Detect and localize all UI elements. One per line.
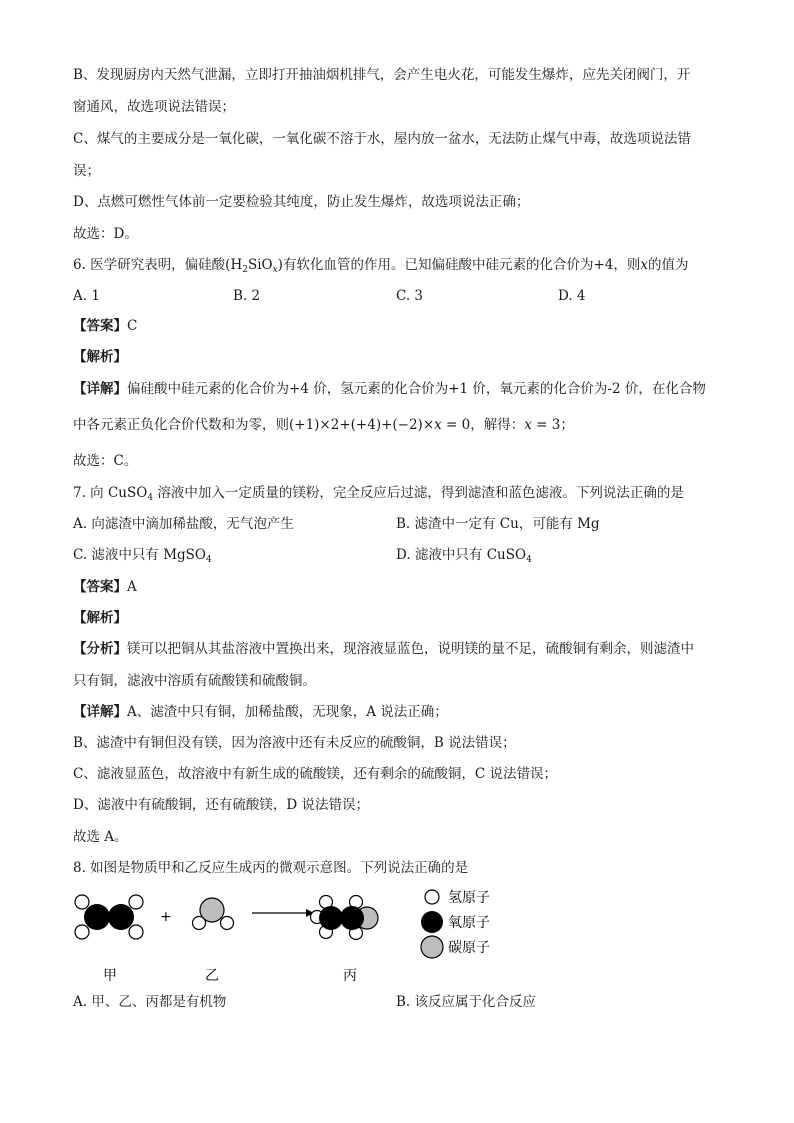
q7-option-d <box>396 545 532 570</box>
q6-answer <box>73 316 137 336</box>
prev-choice: 故选：D。 <box>73 226 138 242</box>
detail-tag: 【详解】 <box>73 704 127 720</box>
q8-option-b: B. 该反应属于化合反应 <box>396 994 537 1010</box>
q7-option-a: A. 向滤渣中滴加稀盐酸，无气泡产生 <box>73 516 294 532</box>
detail-text: 偏硅酸中硅元素的化合价为+4 价，氢元素的化合价为+1 价，氧元素的化合价为-2 价，在化合物 <box>127 381 706 397</box>
hydrogen-atom <box>129 895 143 909</box>
legend-oxygen-label: 氧原子 <box>448 915 490 931</box>
q6-analysis-tag: 【解析】 <box>73 349 127 365</box>
label-yi: 乙 <box>205 968 219 984</box>
q6-detail-line2 <box>73 415 574 435</box>
hydrogen-atom <box>129 925 143 939</box>
q7-detail-a <box>73 702 448 722</box>
molecule-jia <box>75 895 143 939</box>
q6-variable: x <box>640 257 648 273</box>
detail-text: ，解得： <box>470 417 525 433</box>
q6-stem-part: 6. 医学研究表明，偏硅酸(H <box>73 257 243 273</box>
detail-text: ； <box>560 417 574 433</box>
arrow-icon <box>252 909 314 917</box>
q7-sub: 4 <box>206 555 212 565</box>
prev-option-c-line2: 误； <box>73 163 100 179</box>
q7-analyze-line1 <box>73 639 694 659</box>
legend <box>421 890 490 958</box>
q6-stem-part: 的值为 <box>647 257 689 273</box>
q7-option-c <box>73 545 212 570</box>
molecule-bing <box>311 896 379 940</box>
reaction-diagram <box>60 880 520 990</box>
analyze-text: 镁可以把铜从其盐溶液中置换出来，现溶液显蓝色，说明镁的量不足，硫酸铜有剩余，则滤渣中 <box>127 641 694 657</box>
analyze-tag: 【分析】 <box>73 641 127 657</box>
q7-detail-d: D、滤液中有硫酸铜，还有硫酸镁，D 说法错误； <box>73 797 369 813</box>
q8-stem: 8. 如图是物质甲和乙反应生成丙的微观示意图。下列说法正确的是 <box>73 860 469 876</box>
q6-stem <box>73 255 688 280</box>
legend-carbon-icon <box>421 936 443 958</box>
hydrogen-atom <box>75 925 89 939</box>
prev-option-b-line1: B、发现厨房内天然气泄漏，立即打开抽油烟机排气，会产生电火花，可能发生爆炸，应先关闭阀门，开 <box>73 67 691 83</box>
q8-option-a: A. 甲、乙、丙都是有机物 <box>73 994 227 1010</box>
q7-stem <box>73 483 684 508</box>
q7-option-d-text: D. 滤液中只有 CuSO <box>396 547 527 563</box>
legend-carbon-label: 碳原子 <box>448 940 490 956</box>
q6-option-d: D. 4 <box>558 288 586 304</box>
legend-oxygen-icon <box>421 911 443 933</box>
q7-option-b: B. 滤渣中一定有 Cu，可能有 Mg <box>396 516 600 532</box>
equation: (+1)×2+(+4)+(−2)× <box>289 417 435 433</box>
q7-detail-c: C、滤液显蓝色，故溶液中有新生成的硫酸镁，还有剩余的硫酸铜，C 说法错误； <box>73 766 557 782</box>
plus-sign: + <box>160 909 172 925</box>
q7-sub: 4 <box>526 555 532 565</box>
q6-option-c: C. 3 <box>396 288 424 304</box>
oxygen-atom <box>319 906 343 930</box>
prev-option-c-line1: C、煤气的主要成分是一氧化碳，一氧化碳不溶于水，屋内放一盆水，无法防止煤气中毒，故选项说法错 <box>73 131 691 147</box>
solution-variable: x <box>524 417 532 433</box>
q6-sub: x <box>272 265 278 275</box>
q6-stem-part: SiO <box>247 257 273 273</box>
legend-hydrogen-label: 氢原子 <box>448 890 490 906</box>
answer-tag: 【答案】 <box>73 579 127 595</box>
hydrogen-atom <box>193 917 206 930</box>
label-bing: 丙 <box>343 968 357 984</box>
oxygen-atom <box>84 904 110 930</box>
prev-option-b-line2: 窗通风，故选项说法错误； <box>73 99 235 115</box>
q7-stem-part: 溶液中加入一定质量的镁粉，完全反应后过滤，得到滤渣和蓝色滤液。下列说法正确的是 <box>153 485 684 501</box>
q7-analysis-tag: 【解析】 <box>73 610 127 626</box>
answer-tag: 【答案】 <box>73 318 127 334</box>
molecule-yi <box>193 898 234 930</box>
q7-answer <box>73 577 137 597</box>
hydrogen-atom <box>75 895 89 909</box>
legend-hydrogen-icon <box>425 890 439 904</box>
q7-stem-part: 7. 向 CuSO <box>73 485 148 501</box>
equation-end: = 0 <box>441 417 471 433</box>
q7-option-c-text: C. 滤液中只有 MgSO <box>73 547 207 563</box>
oxygen-atom <box>340 906 364 930</box>
q6-stem-part: )有软化血管的作用。已知偏硅酸中硅元素的化合价为+4，则 <box>277 257 641 273</box>
label-jia: 甲 <box>103 968 117 984</box>
q6-detail-line1 <box>73 379 706 399</box>
q7-detail-b: B、滤渣中有铜但没有镁，因为溶液中还有未反应的硫酸铜，B 说法错误； <box>73 735 516 751</box>
equation-variable: x <box>434 417 442 433</box>
q6-option-a: A. 1 <box>73 288 100 304</box>
detail-text: A、滤渣中只有铜，加稀盐酸，无现象，A 说法正确； <box>127 704 448 720</box>
q6-sub: 2 <box>242 265 248 275</box>
oxygen-atom <box>108 904 134 930</box>
prev-option-d-line: D、点燃可燃性气体前一定要检验其纯度，防止发生爆炸，故选项说法正确； <box>73 194 530 210</box>
q7-sub: 4 <box>147 493 154 503</box>
solution-value: = 3 <box>531 417 561 433</box>
detail-text: 中各元素正负化合价代数和为零，则 <box>73 417 289 433</box>
hydrogen-atom <box>221 917 234 930</box>
q7-analyze-line2: 只有铜，滤液中溶质有硫酸镁和硫酸铜。 <box>73 673 316 689</box>
answer-value: C <box>127 318 138 334</box>
q6-option-b: B. 2 <box>233 288 261 304</box>
detail-tag: 【详解】 <box>73 381 127 397</box>
answer-value: A <box>127 579 137 595</box>
q7-choice: 故选 A。 <box>73 829 128 845</box>
q6-choice: 故选：C。 <box>73 453 138 469</box>
